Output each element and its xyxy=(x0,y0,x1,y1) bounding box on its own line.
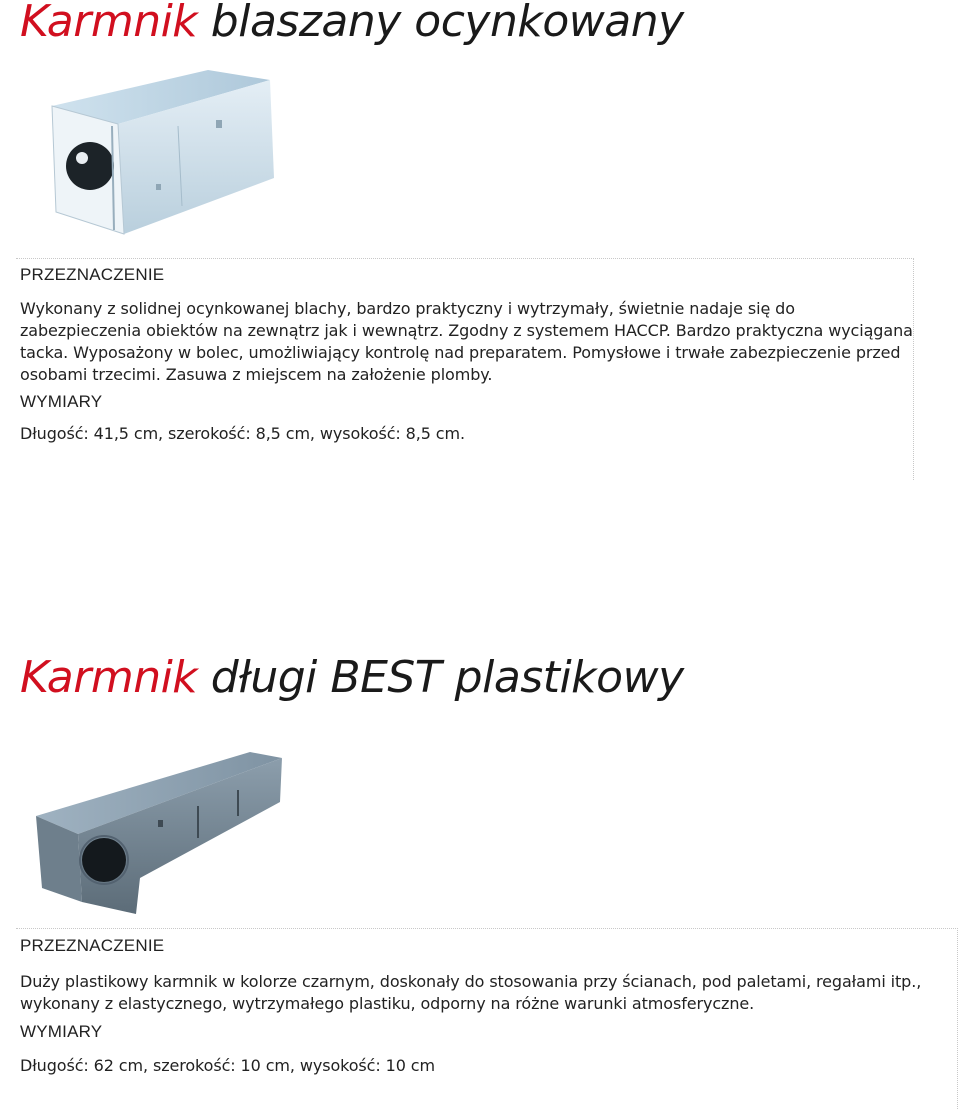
product2-image xyxy=(18,746,286,926)
product2-title-rest: długi BEST plastikowy xyxy=(210,652,684,703)
product1-title-accent: Karmnik xyxy=(20,0,198,47)
product1-dimensions-label: WYMIARY xyxy=(20,392,103,411)
product1-description: Wykonany z solidnej ocynkowanej blachy, bardzo praktyczny i wytrzymały, świetnie nadaje się do zabezpieczenia obiektów na zewnątrz jak i wewnątrz. Zgodny z systemem HACCP. Bardzo praktyczna wyciągana tacka. Wyposażony w bolec, umożliwiający kontrolę nad preparatem. Pomysłowe i trwałe zabezpieczenie przed osobami trzecimi. Zasuwa z miejscem na założenie plomby. xyxy=(20,299,913,384)
product2-title xyxy=(20,652,684,704)
product2-purpose-label: PRZEZNACZENIE xyxy=(20,936,165,955)
product2-dimensions-label: WYMIARY xyxy=(20,1022,103,1041)
product2-dimensions: Długość: 62 cm, szerokość: 10 cm, wysokość: 10 cm xyxy=(20,1056,435,1075)
product1-dimensions: Długość: 41,5 cm, szerokość: 8,5 cm, wysokość: 8,5 cm. xyxy=(20,424,465,443)
product1-title-rest: blaszany ocynkowany xyxy=(210,0,684,47)
product1-image xyxy=(48,66,292,256)
product2-title-accent: Karmnik xyxy=(20,652,198,703)
product2-details xyxy=(16,928,958,1109)
product1-title xyxy=(20,0,684,48)
product1-details xyxy=(16,258,914,480)
product1-purpose-label: PRZEZNACZENIE xyxy=(20,265,165,284)
product2-description: Duży plastikowy karmnik w kolorze czarnym, doskonały do stosowania przy ścianach, pod paletami, regałami itp., wykonany z elastycznego, wytrzymałego plastiku, odporny na różne warunki atmosferyczne. xyxy=(20,972,922,1013)
